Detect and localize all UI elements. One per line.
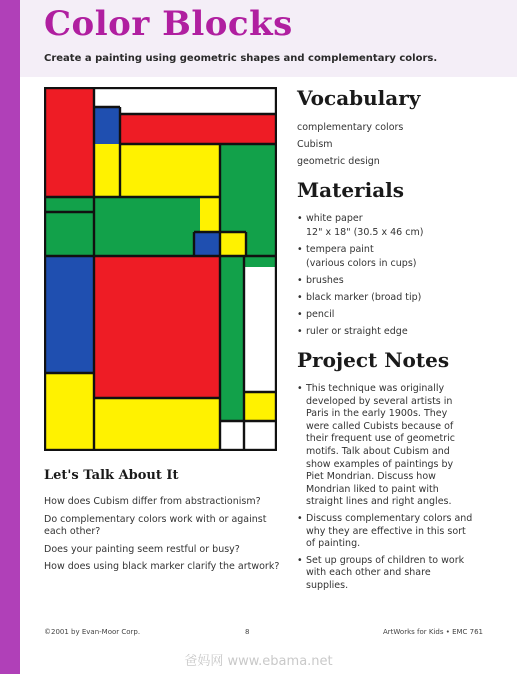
materials-item xyxy=(297,291,423,305)
materials-item xyxy=(297,325,423,339)
vocabulary-item: Cubism xyxy=(297,139,333,150)
talk-question: How does Cubism differ from abstractionism? xyxy=(44,496,261,507)
block-red-big xyxy=(94,256,220,398)
vocabulary-heading: Vocabulary xyxy=(297,86,421,110)
talk-question: How does using black marker clarify the artwork? xyxy=(44,561,280,572)
vocabulary-item: complementary colors xyxy=(297,122,404,133)
materials-item xyxy=(297,243,423,271)
materials-item-detail: 12" x 18" (30.5 x 46 cm) xyxy=(306,227,424,238)
materials-item-text: • ruler or straight edge xyxy=(306,326,408,337)
vocabulary-list xyxy=(297,119,403,170)
block-green-band xyxy=(44,197,200,256)
page-subtitle: Create a painting using geometric shapes and complementary colors. xyxy=(44,53,438,64)
vocabulary-item: geometric design xyxy=(297,156,380,167)
block-yellow-bottom-mid xyxy=(94,398,220,451)
project-notes-heading: Project Notes xyxy=(297,348,450,372)
site-watermark: 爸妈网 www.ebama.net xyxy=(184,654,333,669)
color-blocks-painting xyxy=(44,87,277,451)
block-yellow-bottom-left xyxy=(44,373,94,451)
materials-item-text: • tempera paint xyxy=(306,244,374,255)
footer-series: ArtWorks for Kids • EMC 761 xyxy=(383,628,483,636)
block-yellow-small xyxy=(220,232,246,256)
materials-item xyxy=(297,212,423,240)
materials-item-text: • pencil xyxy=(306,309,335,320)
materials-heading: Materials xyxy=(297,178,405,202)
talk-question: Do complementary colors work with or against each other? xyxy=(44,513,267,537)
footer-copyright: ©2001 by Evan-Moor Corp. xyxy=(44,628,141,636)
materials-item-text: • black marker (broad tip) xyxy=(306,292,422,303)
page-title: Color Blocks xyxy=(44,4,293,44)
materials-list xyxy=(297,212,423,342)
materials-item-text: • brushes xyxy=(306,275,344,286)
materials-item xyxy=(297,274,423,288)
footer-page-number: 8 xyxy=(245,628,250,636)
materials-item-detail: (various colors in cups) xyxy=(306,258,417,269)
project-note: • This technique was originally developed by several artists in Paris in the early 1900s. They were called Cubists because of their frequent use of geometric motifs. Talk about Cubism and show examples of paintings by Piet Mondrian. Discuss how Mondrian liked to paint with straight lines and right angles. xyxy=(297,383,473,509)
side-color-bar xyxy=(0,0,20,674)
block-green-column xyxy=(220,256,244,421)
block-yellow-bottom-right xyxy=(244,392,277,422)
block-red-top-strip xyxy=(120,114,277,144)
talk-heading: Let's Talk About It xyxy=(44,468,179,483)
talk-questions xyxy=(44,496,284,579)
block-blue-small xyxy=(194,232,220,256)
materials-item-text: • white paper xyxy=(306,213,363,224)
talk-question: Does your painting seem restful or busy? xyxy=(44,543,240,555)
project-note: • Discuss complementary colors and why they are effective in this sort of painting. xyxy=(297,513,473,551)
materials-item xyxy=(297,308,423,322)
project-notes-list xyxy=(297,383,473,597)
block-blue-left-tall xyxy=(44,256,94,373)
block-red-top-left xyxy=(44,87,94,212)
project-note: • Set up groups of children to work with each other and share supplies. xyxy=(297,555,473,593)
block-yellow-left-mid xyxy=(94,144,120,197)
